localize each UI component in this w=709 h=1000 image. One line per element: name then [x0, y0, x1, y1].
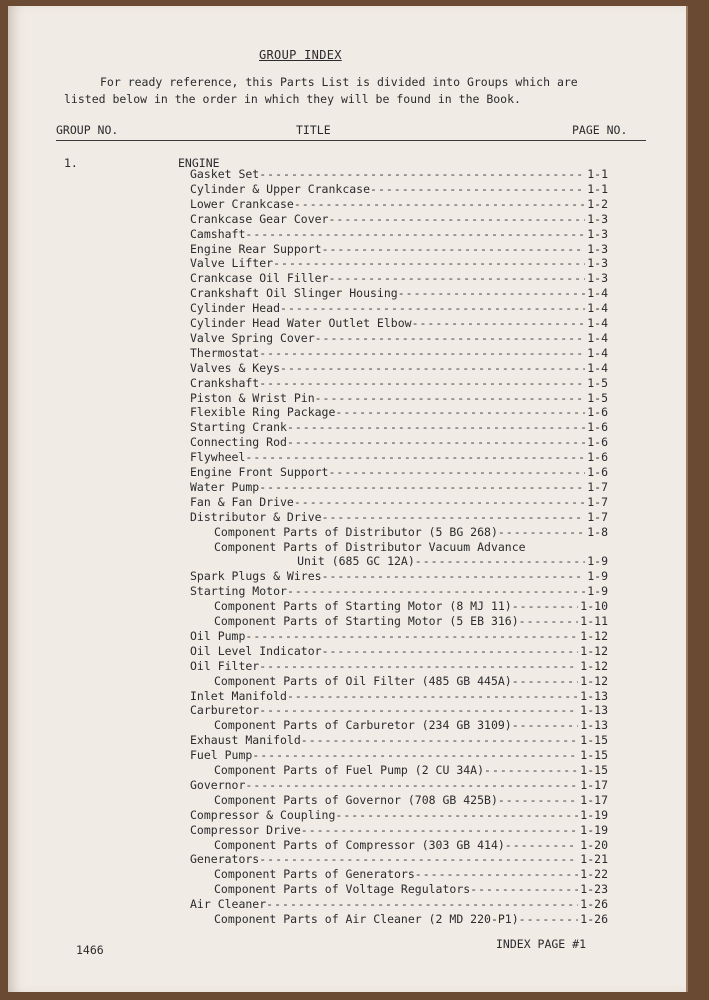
entry-title: Starting Crank — [190, 420, 287, 435]
entry-title: Oil Level Indicator — [190, 643, 322, 658]
entry-title: Component Parts of Oil Filter (485 GB 445A) — [214, 673, 512, 688]
entry-title: Flywheel — [190, 450, 246, 465]
index-entry — [190, 315, 608, 330]
index-entry — [190, 822, 608, 837]
dot-leader — [287, 420, 585, 434]
entry-page: 1-5 — [587, 375, 608, 390]
entry-page: 1-9 — [587, 569, 608, 584]
entry-page: 1-4 — [587, 360, 608, 375]
entry-title: Gasket Set — [190, 167, 260, 181]
dot-leader — [245, 778, 578, 792]
index-entry — [214, 762, 608, 777]
index-entry — [190, 211, 608, 226]
entry-page: 1-7 — [587, 494, 608, 509]
index-entry — [190, 226, 608, 241]
entry-title: Component Parts of Distributor Vacuum Advance — [214, 539, 526, 554]
dot-leader — [415, 554, 585, 568]
index-entry — [214, 539, 608, 554]
index-entry — [190, 643, 608, 658]
dot-leader — [259, 167, 585, 181]
entry-page: 1-11 — [580, 614, 608, 628]
entry-page: 1-23 — [580, 882, 608, 897]
entry-page: 1-4 — [587, 286, 608, 301]
dot-leader — [315, 391, 586, 405]
entry-title: Flexible Ring Package — [190, 405, 336, 420]
dot-leader — [398, 286, 586, 300]
entry-title: Thermostat — [190, 345, 260, 360]
dot-leader — [498, 525, 585, 539]
index-entry — [214, 837, 608, 852]
entry-page: 1-15 — [580, 733, 608, 748]
entry-title: Oil Pump — [190, 628, 246, 643]
index-entry — [214, 673, 608, 688]
entry-title: Exhaust Manifold — [190, 733, 301, 748]
entry-page: 1-15 — [580, 763, 608, 777]
index-entry — [190, 166, 608, 181]
index-entry — [190, 509, 608, 524]
index-entry — [190, 345, 608, 360]
index-entry — [190, 568, 608, 583]
dot-leader — [287, 435, 585, 449]
entry-page: 1-19 — [580, 822, 608, 837]
dot-leader — [280, 361, 585, 375]
entry-page: 1-4 — [587, 345, 608, 360]
entry-page: 1-6 — [587, 465, 608, 479]
page-title: GROUP INDEX — [259, 48, 342, 62]
document-page — [8, 6, 688, 992]
dot-leader — [328, 465, 585, 479]
entry-title: Component Parts of Voltage Regulators — [214, 882, 471, 897]
index-entry — [190, 270, 608, 285]
index-entry — [214, 613, 608, 628]
entry-title: Unit (685 GC 12A) — [214, 554, 415, 569]
entry-page: 1-13 — [580, 688, 608, 703]
entry-page: 1-26 — [580, 897, 608, 912]
entry-page: 1-6 — [587, 435, 608, 450]
entry-title: Piston & Wrist Pin — [190, 390, 315, 405]
index-entry — [214, 598, 608, 613]
group-number: 1. — [64, 156, 78, 170]
entry-title: Governor — [190, 777, 246, 792]
entry-title: Compressor Drive — [190, 822, 301, 837]
entry-page: 1-3 — [587, 256, 608, 271]
entry-page: 1-20 — [580, 837, 608, 852]
entry-title: Component Parts of Starting Motor (5 EB 316) — [214, 614, 519, 628]
entry-title: Compressor & Coupling — [190, 807, 336, 822]
entry-page: 1-5 — [587, 390, 608, 405]
dot-leader — [245, 629, 578, 643]
index-entry — [190, 196, 608, 211]
entry-page: 1-8 — [587, 524, 608, 539]
entry-title: Spark Plugs & Wires — [190, 569, 322, 584]
index-entry — [190, 464, 608, 479]
index-entry — [190, 360, 608, 375]
header-title: TITLE — [296, 123, 331, 137]
entry-page: 1-19 — [580, 807, 608, 822]
dot-leader — [259, 852, 578, 866]
index-entry — [190, 628, 608, 643]
entry-page: 1-13 — [580, 703, 608, 718]
index-entry — [214, 792, 608, 807]
entry-title: Crankcase Gear Cover — [190, 211, 329, 226]
dot-leader — [294, 197, 585, 211]
entry-title: Crankcase Oil Filler — [190, 271, 329, 286]
index-entry — [214, 881, 608, 896]
index-entry — [190, 702, 608, 717]
index-entry — [190, 375, 608, 390]
entry-page: 1-12 — [580, 643, 608, 658]
dot-leader — [315, 331, 586, 345]
index-entry — [190, 449, 608, 464]
dot-leader — [470, 882, 578, 896]
entry-title: Connecting Rod — [190, 435, 287, 450]
entry-page: 1-10 — [580, 599, 608, 614]
entry-page: 1-9 — [587, 584, 608, 599]
entry-title: Water Pump — [190, 479, 260, 494]
entry-title: Cylinder Head Water Outlet Elbow — [190, 316, 412, 330]
entry-title: Cylinder & Upper Crankcase — [190, 181, 371, 196]
index-entry — [190, 688, 608, 703]
dot-leader — [301, 823, 579, 837]
entry-page: 1-4 — [587, 301, 608, 316]
entry-title: Component Parts of Governor (708 GB 425B) — [214, 792, 498, 807]
index-entry — [190, 434, 608, 449]
entry-page: 1-4 — [587, 316, 608, 330]
entry-title: Fan & Fan Drive — [190, 494, 294, 509]
index-entry — [190, 300, 608, 315]
entry-title: Component Parts of Fuel Pump (2 CU 34A) — [214, 763, 485, 777]
dot-leader — [259, 659, 578, 673]
dot-leader — [412, 316, 586, 330]
entry-page: 1-1 — [587, 167, 608, 181]
index-entry — [190, 181, 608, 196]
dot-leader — [335, 405, 585, 419]
entry-page: 1-21 — [580, 852, 608, 867]
dot-leader — [322, 569, 586, 583]
index-entry — [214, 911, 608, 926]
dot-leader — [512, 674, 579, 688]
dot-leader — [259, 703, 578, 717]
dot-leader — [484, 763, 578, 777]
index-entry — [214, 553, 608, 568]
index-entry — [190, 583, 608, 598]
entry-title: Distributor & Drive — [190, 509, 322, 524]
entry-page: 1-17 — [580, 777, 608, 792]
entry-title: Component Parts of Distributor (5 BG 268) — [214, 524, 498, 539]
entry-title: Carburetor — [190, 703, 260, 718]
dot-leader — [259, 346, 585, 360]
dot-leader — [252, 748, 578, 762]
index-page-label: INDEX PAGE #1 — [496, 937, 587, 951]
entry-page: 1-3 — [587, 226, 608, 241]
entry-title: Component Parts of Carburetor (234 GB 3109) — [214, 718, 512, 733]
entry-page: 1-7 — [587, 479, 608, 494]
entry-title: Fuel Pump — [190, 748, 253, 763]
entry-page: 1-17 — [580, 792, 608, 807]
entry-title: Air Cleaner — [190, 897, 267, 912]
dot-leader — [294, 495, 585, 509]
entry-title: Crankshaft Oil Slinger Housing — [190, 286, 398, 301]
dot-leader — [512, 718, 579, 732]
index-entry — [190, 419, 608, 434]
dot-leader — [505, 838, 579, 852]
entry-page: 1-3 — [587, 271, 608, 286]
intro-paragraph — [64, 74, 634, 108]
dot-leader — [498, 793, 578, 807]
entry-title: Component Parts of Compressor (303 GB 414) — [214, 837, 505, 852]
entry-page: 1-22 — [580, 867, 608, 882]
entry-title: Engine Rear Support — [190, 241, 322, 256]
entry-page: 1-1 — [587, 181, 608, 196]
entry-page: 1-3 — [587, 241, 608, 256]
entry-title: Inlet Manifold — [190, 688, 287, 703]
header-group-no: GROUP NO. — [56, 123, 119, 137]
dot-leader — [322, 242, 586, 256]
entry-title: Valve Lifter — [190, 256, 274, 271]
entry-page: 1-26 — [580, 912, 608, 926]
document-number: 1466 — [76, 943, 104, 957]
entry-page: 1-12 — [580, 628, 608, 643]
dot-leader — [259, 376, 585, 390]
dot-leader — [245, 450, 585, 464]
entry-page: 1-2 — [587, 196, 608, 211]
dot-leader — [415, 867, 579, 881]
group-name: ENGINE — [178, 156, 220, 170]
entry-page: 1-15 — [580, 748, 608, 763]
entry-page: 1-7 — [587, 509, 608, 524]
index-entry — [190, 777, 608, 792]
dot-leader — [287, 584, 585, 598]
entry-page: 1-6 — [587, 450, 608, 465]
index-entry — [190, 494, 608, 509]
dot-leader — [301, 733, 579, 747]
index-entry — [190, 479, 608, 494]
entry-title: Engine Front Support — [190, 465, 329, 479]
entry-title: Crankshaft — [190, 375, 260, 390]
entry-title: Component Parts of Starting Motor (8 MJ 11) — [214, 599, 512, 614]
entry-title: Lower Crankcase — [190, 196, 294, 211]
dot-leader — [519, 614, 579, 628]
entry-page: 1-12 — [580, 658, 608, 673]
dot-leader — [273, 256, 585, 270]
dot-leader — [328, 212, 585, 226]
index-entry — [190, 851, 608, 866]
dot-leader — [245, 227, 585, 241]
dot-leader — [519, 912, 579, 926]
dot-leader — [322, 510, 586, 524]
index-entry — [190, 732, 608, 747]
dot-leader — [259, 480, 585, 494]
index-entry — [190, 747, 608, 762]
dot-leader — [287, 689, 578, 703]
dot-leader — [328, 271, 585, 285]
entry-page: 1-9 — [587, 554, 608, 569]
index-entry — [190, 330, 608, 345]
index-entry — [190, 404, 608, 419]
index-entry — [190, 390, 608, 405]
dot-leader — [322, 644, 579, 658]
index-entry — [214, 717, 608, 732]
index-entry — [190, 896, 608, 911]
entry-title: Oil Filter — [190, 658, 260, 673]
index-entry — [190, 255, 608, 270]
intro-line-1: For ready reference, this Parts List is divided into Groups which are — [100, 75, 578, 89]
entry-page: 1-13 — [580, 718, 608, 733]
index-entry — [214, 866, 608, 881]
index-entry — [190, 241, 608, 256]
header-page-no: PAGE NO. — [572, 123, 628, 137]
entry-title: Component Parts of Air Cleaner (2 MD 220-P1) — [214, 912, 519, 926]
entry-page: 1-3 — [587, 211, 608, 226]
entry-page: 1-12 — [580, 673, 608, 688]
entry-page: 1-6 — [587, 405, 608, 420]
dot-leader — [512, 599, 579, 613]
dot-leader — [335, 808, 578, 822]
dot-leader — [266, 897, 578, 911]
entry-title: Camshaft — [190, 226, 246, 241]
entry-page: 1-4 — [587, 330, 608, 345]
entry-title: Component Parts of Generators — [214, 867, 415, 882]
index-entry — [190, 807, 608, 822]
intro-line-2: listed below in the order in which they will be found in the Book. — [64, 92, 521, 106]
entry-title: Generators — [190, 852, 260, 867]
dot-leader — [280, 301, 585, 315]
entry-title: Starting Motor — [190, 584, 287, 599]
header-rule — [56, 140, 646, 141]
entry-title: Valves & Keys — [190, 360, 281, 375]
entry-page: 1-6 — [587, 420, 608, 435]
index-entry — [190, 285, 608, 300]
entry-title: Valve Spring Cover — [190, 330, 315, 345]
index-entry — [214, 524, 608, 539]
dot-leader — [370, 182, 585, 196]
index-entry — [190, 658, 608, 673]
entry-title: Cylinder Head — [190, 301, 281, 316]
